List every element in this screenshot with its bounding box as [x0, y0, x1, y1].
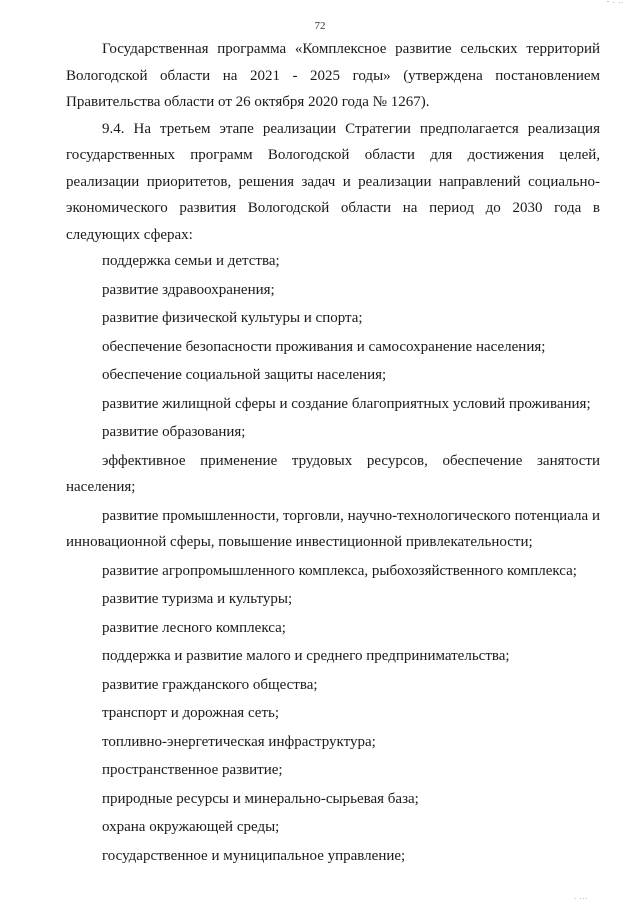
scan-corner-mark-bottom: . ...: [574, 893, 588, 901]
list-item: пространственное развитие;: [102, 762, 283, 778]
document-body: [66, 36, 600, 871]
list-item: топливно-энергетическая инфраструктура;: [102, 733, 376, 750]
list-item: развитие лесного комплекса;: [102, 619, 286, 636]
list-item: развитие образования;: [102, 424, 246, 440]
list-item: обеспечение безопасности проживания и самосохранение населения;: [102, 338, 546, 355]
list-item: развитие физической культуры и спорта;: [102, 310, 363, 326]
list-item: эффективное применение трудовых ресурсов, обеспечение занятости населения;: [66, 452, 600, 495]
list-item: развитие гражданского общества;: [102, 676, 318, 693]
list-item: поддержка и развитие малого и среднего предпринимательства;: [102, 648, 510, 664]
list-item: государственное и муниципальное управление;: [102, 847, 406, 864]
list-item: транспорт и дорожная сеть;: [102, 705, 280, 721]
list-item: развитие агропромышленного комплекса, рыбохозяйственного комплекса;: [102, 562, 577, 579]
list-item: развитие промышленности, торговли, научно-технологического потенциала и инновационной сферы, повышение инвестиционной привлекательности;: [66, 507, 600, 550]
paragraph-program: Государственная программа «Комплексное развитие сельских территорий Вологодской области на 2021 - 2025 годы» (утверждена постановлением Правительства области от 26 октября 2020 года № 1267).: [66, 41, 600, 110]
list-item: природные ресурсы и минерально-сырьевая база;: [102, 790, 419, 807]
list-item: развитие здравоохранения;: [102, 281, 275, 298]
list-item: развитие туризма и культуры;: [102, 591, 293, 607]
paragraph-stage-three: 9.4. На третьем этапе реализации Стратегии предполагается реализация государственных программ Вологодской области для достижения целей, реализации приоритетов, решения задач и реализации направлений социально-экономического развития Вологодской области на период до 2030 года в следующих сферах:: [66, 120, 600, 243]
list-item: охрана окружающей среды;: [102, 819, 280, 835]
list-item: поддержка семьи и детства;: [102, 253, 280, 269]
scan-corner-mark-top: - . ..: [606, 0, 624, 5]
page-number: 72: [314, 20, 326, 32]
list-item: обеспечение социальной защиты населения;: [102, 367, 387, 383]
list-item: развитие жилищной сферы и создание благоприятных условий проживания;: [102, 395, 591, 412]
